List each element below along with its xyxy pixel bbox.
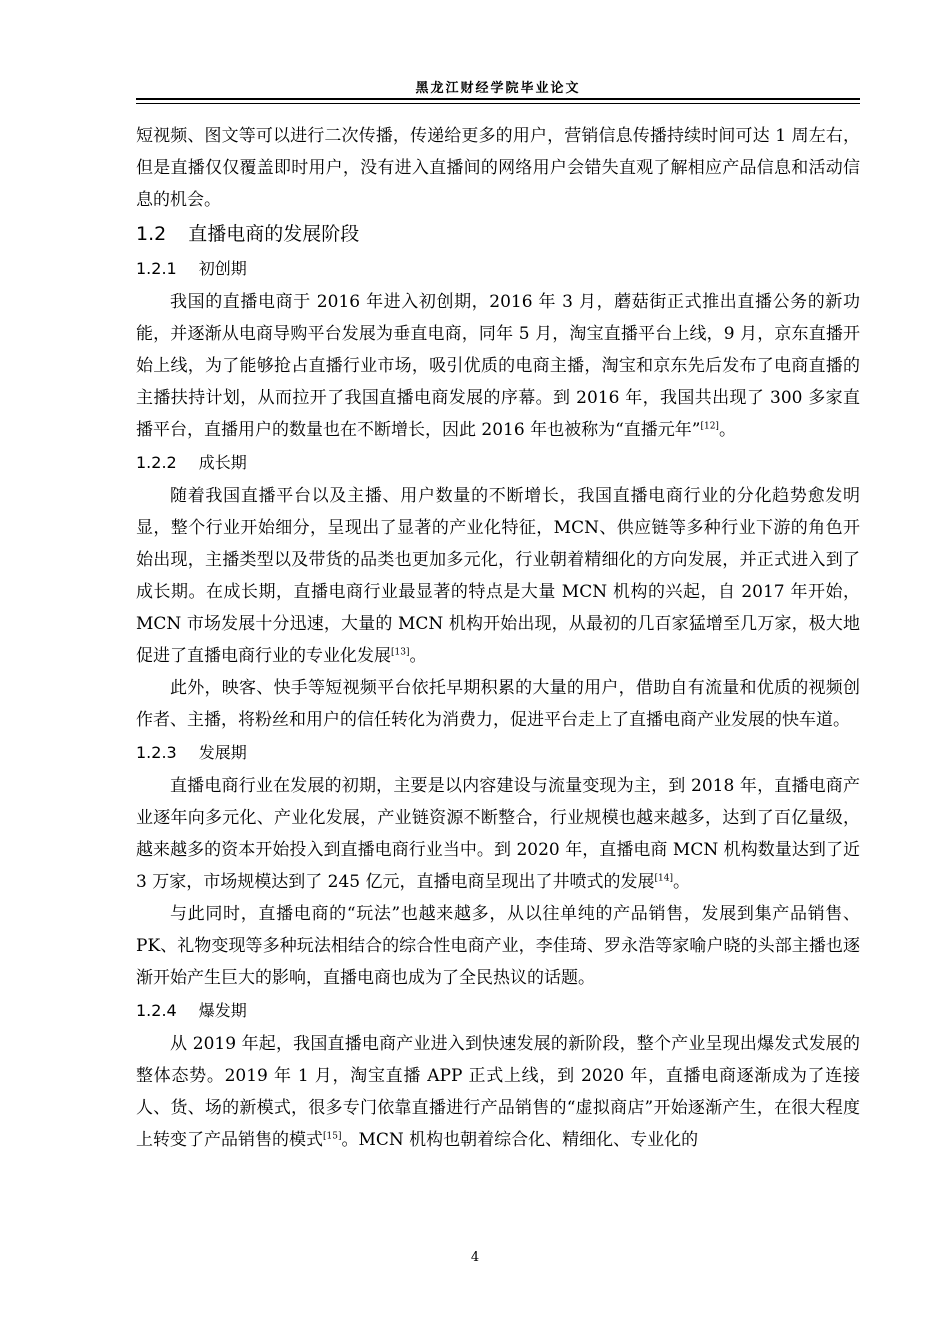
running-header: 黑龙江财经学院毕业论文 [415, 81, 581, 96]
paragraph-end: 。 [672, 872, 690, 892]
citation-ref: [14] [654, 873, 673, 884]
heading-text: 成长期 [198, 453, 247, 472]
heading-number: 1.2.2 [136, 453, 177, 472]
header-rule-thin [136, 103, 860, 104]
paragraph [136, 770, 860, 898]
paragraph-text: 直播电商行业在发展的初期，主要是以内容建设与流量变现为主，到 2018 年，直播电商产业逐年向多元化、产业化发展，产业链资源不断整合，行业规模也越来越多，达到了百亿量级，越来越多的资本开始投入到直播电商行业当中。到 2020 年，直播电商 MCN 机构数量达到了近 3 万家，市场规模达到了 245 亿元，直播电商呈现出了井喷式的发展 [136, 776, 860, 892]
paragraph: 短视频、图文等可以进行二次传播，传递给更多的用户，营销信息传播持续时间可达 1 周左右，但是直播仅仅覆盖即时用户，没有进入直播间的网络用户会错失直观了解相应产品信息和活动信息的机会。 [136, 126, 860, 210]
citation-ref: [13] [391, 647, 410, 658]
heading-number: 1.2 [136, 223, 167, 245]
heading-number: 1.2.3 [136, 743, 177, 762]
paragraph-end: 。 [409, 646, 427, 666]
paragraph [136, 480, 860, 672]
subsection-heading-1-2-4 [136, 994, 860, 1028]
heading-number: 1.2.4 [136, 1001, 177, 1020]
paragraph-end: 。 [718, 420, 736, 440]
paragraph [136, 286, 860, 446]
citation-ref: [12] [700, 421, 719, 432]
body-text [136, 120, 860, 1156]
heading-text: 直播电商的发展阶段 [188, 223, 360, 245]
paragraph: 与此同时，直播电商的“玩法”也越来越多，从以往单纯的产品销售，发展到集产品销售、PK、礼物变现等多种玩法相结合的综合性电商产业，李佳琦、罗永浩等家喻户晓的头部主播也逐渐开始产生巨大的影响，直播电商也成为了全民热议的话题。 [136, 904, 860, 988]
paragraph-text: 从 2019 年起，我国直播电商产业进入到快速发展的新阶段，整个产业呈现出爆发式发展的整体态势。2019 年 1 月，淘宝直播 APP 正式上线，到 2020 年，直播电商逐渐成为了连接人、货、场的新模式，很多专门依靠直播进行产品销售的“虚拟商店”开始逐渐产生，在很大程度上转变了产品销售的模式 [136, 1034, 860, 1150]
heading-text: 发展期 [198, 743, 247, 762]
paragraph-text: 随着我国直播平台以及主播、用户数量的不断增长，我国直播电商行业的分化趋势愈发明显，整个行业开始细分，呈现出了显著的产业化特征，MCN、供应链等多种行业下游的角色开始出现，主播类型以及带货的品类也更加多元化，行业朝着精细化的方向发展，并正式进入到了成长期。在成长期，直播电商行业最显著的特点是大量 MCN 机构的兴起，自 2017 年开始，MCN 市场发展十分迅速，大量的 MCN 机构开始出现，从最初的几百家猛增至几万家，极大地促进了直播电商行业的专业化发展 [136, 486, 860, 666]
header-rule-thick [136, 98, 860, 100]
heading-number: 1.2.1 [136, 259, 177, 278]
subsection-heading-1-2-3 [136, 736, 860, 770]
subsection-heading-1-2-2 [136, 446, 860, 480]
heading-text: 爆发期 [198, 1001, 247, 1020]
paragraph-text: 我国的直播电商于 2016 年进入初创期，2016 年 3 月，蘑菇街正式推出直播公务的新功能，并逐渐从电商导购平台发展为垂直电商，同年 5 月，淘宝直播平台上线，9 月，京东直播开始上线，为了能够抢占直播行业市场，吸引优质的电商主播，淘宝和京东先后发布了电商直播的主播扶持计划，从而拉开了我国直播电商发展的序幕。到 2016 年，我国共出现了 300 多家直播平台，直播用户的数量也在不断增长，因此 2016 年也被称为“直播元年” [136, 292, 860, 440]
citation-ref: [15] [323, 1131, 342, 1142]
page-number: 4 [470, 1250, 480, 1265]
paragraph: 此外，映客、快手等短视频平台依托早期积累的大量的用户，借助自有流量和优质的视频创作者、主播，将粉丝和用户的信任转化为消费力，促进平台走上了直播电商产业发展的快车道。 [136, 678, 860, 730]
section-heading-1-2 [136, 216, 860, 252]
subsection-heading-1-2-1 [136, 252, 860, 286]
paragraph-end: 。MCN 机构也朝着综合化、精细化、专业化的 [341, 1130, 699, 1150]
paragraph [136, 1028, 860, 1156]
heading-text: 初创期 [198, 259, 247, 278]
